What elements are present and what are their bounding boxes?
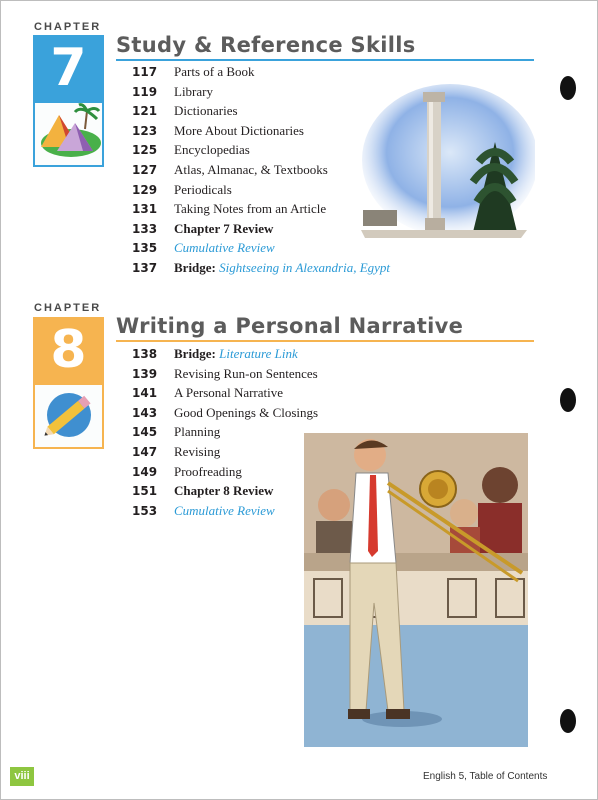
entry-title: Cumulative Review xyxy=(174,240,275,256)
entry-title: Revising xyxy=(174,443,221,459)
binder-hole-bottom xyxy=(560,709,576,733)
entry-title: Chapter 8 Review xyxy=(174,483,274,499)
page-number: 125 xyxy=(132,143,158,158)
chapter-7-label: CHAPTER xyxy=(34,21,102,33)
bridge-prefix: Bridge: xyxy=(174,259,216,275)
page-number: 145 xyxy=(132,425,158,440)
toc-entry[interactable] xyxy=(132,160,390,180)
entry-title: Library xyxy=(174,83,213,99)
entry-title: Encyclopedias xyxy=(174,142,250,158)
toc-entry[interactable] xyxy=(132,364,318,384)
binder-hole-top xyxy=(560,76,576,100)
page-number: 123 xyxy=(132,123,158,138)
page-number: 117 xyxy=(132,65,158,79)
entry-title: Taking Notes from an Article xyxy=(174,201,327,217)
chapter-7-rule xyxy=(116,59,534,61)
page-number: 151 xyxy=(132,484,158,499)
chapter-7-toc xyxy=(132,62,390,278)
toc-entry[interactable] xyxy=(132,180,390,200)
page-number: 131 xyxy=(132,202,158,217)
toc-entry[interactable] xyxy=(132,62,390,82)
entry-title: Parts of a Book xyxy=(174,64,255,79)
trombone-player-illustration xyxy=(304,433,528,747)
entry-title: Atlas, Almanac, & Textbooks xyxy=(174,161,328,177)
toc-entry-cumulative-review[interactable] xyxy=(132,238,390,258)
toc-entry-chapter-review[interactable] xyxy=(132,219,390,239)
chapter-7-number: 7 xyxy=(33,35,104,101)
entry-title: A Personal Narrative xyxy=(174,385,284,401)
entry-title: Periodicals xyxy=(174,181,232,197)
entry-title: Dictionaries xyxy=(174,103,238,119)
entry-title: More About Dictionaries xyxy=(174,122,304,138)
pyramids-icon xyxy=(33,101,104,167)
toc-entry[interactable] xyxy=(132,422,318,442)
toc-entry[interactable] xyxy=(132,442,318,462)
page-number: 129 xyxy=(132,182,158,197)
page-number: 149 xyxy=(132,464,158,479)
entry-title: Revising Run-on Sentences xyxy=(174,365,318,381)
toc-entry-bridge[interactable] xyxy=(132,258,390,278)
page-number: 119 xyxy=(132,84,158,99)
toc-entry[interactable] xyxy=(132,462,318,482)
page-number: 135 xyxy=(132,241,158,256)
binder-hole-middle xyxy=(560,388,576,412)
page-number: 138 xyxy=(132,347,158,361)
chapter-8-rule xyxy=(116,340,534,342)
toc-entry[interactable] xyxy=(132,403,318,423)
page-number: 147 xyxy=(132,444,158,459)
chapter-7-title: Study & Reference Skills xyxy=(116,33,416,57)
chapter-8-toc xyxy=(132,344,318,520)
alexandria-pillar-illustration xyxy=(355,82,535,242)
page-number: 121 xyxy=(132,104,158,119)
page-number: 127 xyxy=(132,162,158,177)
entry-title: Proofreading xyxy=(174,463,242,479)
entry-title: Literature Link xyxy=(219,346,298,361)
pencil-icon xyxy=(33,383,104,449)
footer-text: English 5, Table of Contents xyxy=(423,771,548,782)
page-number: 139 xyxy=(132,366,158,381)
footer-page-number: viii xyxy=(10,767,34,786)
toc-entry-bridge[interactable] xyxy=(132,344,318,364)
toc-entry[interactable] xyxy=(132,199,390,219)
toc-entry-chapter-review[interactable] xyxy=(132,481,318,501)
page-number: 153 xyxy=(132,503,158,518)
chapter-8-label: CHAPTER xyxy=(34,302,102,314)
toc-entry[interactable] xyxy=(132,383,318,403)
entry-title: Sightseeing in Alexandria, Egypt xyxy=(219,259,391,275)
toc-entry-cumulative-review[interactable] xyxy=(132,501,318,521)
bridge-prefix: Bridge: xyxy=(174,346,216,361)
entry-title: Planning xyxy=(174,424,221,440)
toc-entry[interactable] xyxy=(132,101,390,121)
page-number: 141 xyxy=(132,386,158,401)
chapter-8-number: 8 xyxy=(33,317,104,383)
page-number: 133 xyxy=(132,221,158,236)
toc-entry[interactable] xyxy=(132,121,390,141)
entry-title: Cumulative Review xyxy=(174,502,275,518)
toc-entry[interactable] xyxy=(132,82,390,102)
entry-title: Chapter 7 Review xyxy=(174,220,274,236)
page-number: 143 xyxy=(132,405,158,420)
toc-entry[interactable] xyxy=(132,140,390,160)
page-number: 137 xyxy=(132,260,158,275)
entry-title: Good Openings & Closings xyxy=(174,404,319,420)
chapter-8-title: Writing a Personal Narrative xyxy=(116,314,464,338)
